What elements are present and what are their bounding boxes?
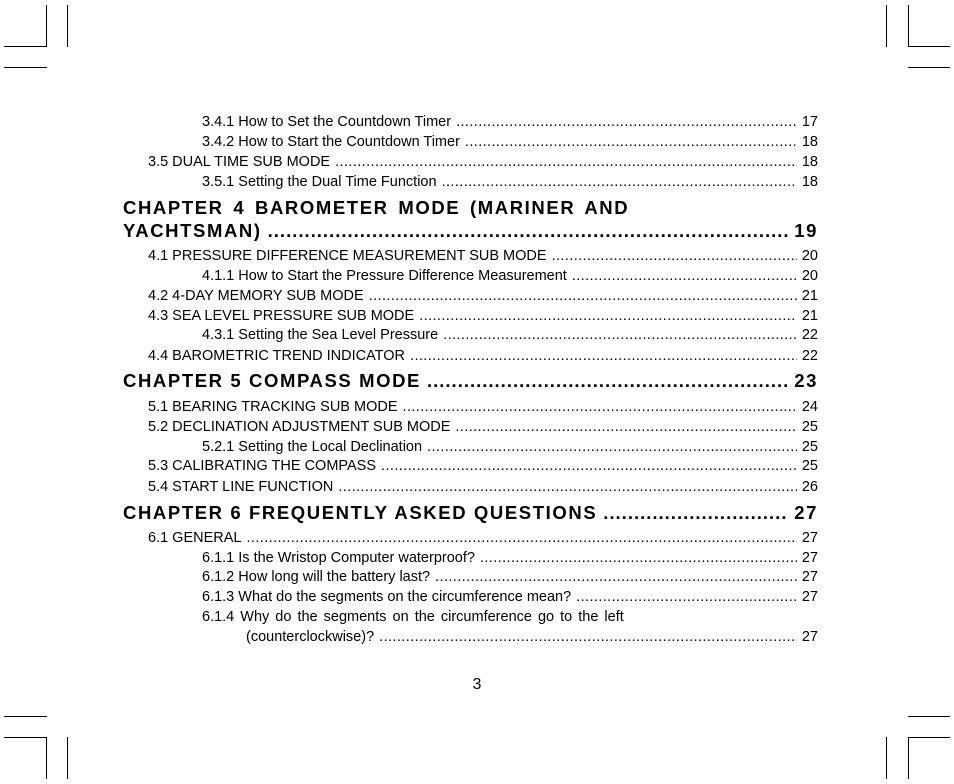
toc-leader: [480, 548, 797, 568]
toc-entry-page: 25: [801, 419, 818, 435]
chapter-heading[interactable]: [123, 196, 629, 220]
chapter-heading-label: CHAPTER 6 FREQUENTLY ASKED QUESTIONS: [123, 502, 598, 523]
toc-entry[interactable]: [202, 607, 818, 627]
toc-leader: [381, 456, 797, 476]
chapter-heading-page: 27: [794, 502, 818, 523]
toc-entry-page: 24: [801, 399, 818, 415]
toc-entry-label: 6.1.1 Is the Wristop Computer waterproof?: [202, 550, 475, 566]
chapter-heading-label: CHAPTER 5 COMPASS MODE: [123, 370, 421, 391]
toc-leader: [419, 306, 797, 326]
toc-entry-label: 5.3 CALIBRATING THE COMPASS: [148, 458, 377, 474]
toc-entry[interactable]: [202, 587, 818, 607]
toc-entry[interactable]: [202, 266, 818, 286]
chapter-heading[interactable]: [123, 501, 818, 525]
toc-entry-page: 18: [801, 134, 818, 150]
toc-entry-page: 27: [801, 629, 818, 645]
toc-leader: [427, 369, 788, 393]
toc-entry[interactable]: [148, 152, 818, 172]
toc-entry[interactable]: [148, 346, 818, 366]
toc-entry-page: 25: [801, 458, 818, 474]
toc-entry-page: 26: [801, 479, 818, 495]
toc-leader: [403, 397, 797, 417]
toc-entry-page: 27: [801, 550, 818, 566]
toc-leader: [442, 172, 797, 192]
chapter-heading-label: CHAPTER 4 BAROMETER MODE (MARINER AND: [123, 197, 630, 218]
toc-entry[interactable]: [202, 132, 818, 152]
toc-entry-label: 5.2.1 Setting the Local Declination: [202, 439, 423, 455]
chapter-heading-label: YACHTSMAN): [123, 220, 262, 241]
toc-entry[interactable]: [246, 627, 818, 647]
toc-entry-page: 27: [801, 569, 818, 585]
toc-entry[interactable]: [148, 477, 818, 497]
toc-entry-label: (counterclockwise)?: [246, 629, 375, 645]
toc-entry[interactable]: [202, 112, 818, 132]
toc-entry-label: 6.1.3 What do the segments on the circumference mean?: [202, 589, 572, 605]
toc-entry[interactable]: [148, 397, 818, 417]
toc-entry-label: 4.3.1 Setting the Sea Level Pressure: [202, 327, 439, 343]
toc-entry[interactable]: [202, 567, 818, 587]
toc-entry-label: 6.1.4 Why do the segments on the circumference go to the left: [202, 609, 624, 625]
chapter-heading-page: 19: [794, 220, 818, 241]
toc-entry-page: 21: [801, 288, 818, 304]
chapter-heading[interactable]: [123, 219, 818, 243]
toc-entry-label: 5.1 BEARING TRACKING SUB MODE: [148, 399, 398, 415]
toc-entry-label: 3.4.1 How to Set the Countdown Timer: [202, 114, 452, 130]
chapter-heading-page: 23: [794, 370, 818, 391]
toc-entry[interactable]: [148, 417, 818, 437]
toc-entry[interactable]: [202, 325, 818, 345]
toc-leader: [379, 627, 797, 647]
toc-leader: [435, 567, 797, 587]
toc-entry-page: 22: [801, 348, 818, 364]
toc-leader: [465, 132, 797, 152]
toc-leader: [552, 246, 797, 266]
toc-entry[interactable]: [148, 528, 818, 548]
toc-entry-page: 27: [801, 530, 818, 546]
toc-entry[interactable]: [202, 437, 818, 457]
toc-entry[interactable]: [148, 246, 818, 266]
toc-leader: [455, 417, 796, 437]
toc-entry-page: 17: [801, 114, 818, 130]
toc-entry-label: 4.1.1 How to Start the Pressure Difference Measurement: [202, 268, 567, 284]
toc-entry-page: 22: [801, 327, 818, 343]
toc-entry-label: 6.1.2 How long will the battery last?: [202, 569, 431, 585]
toc-entry-page: 25: [801, 439, 818, 455]
toc-entry-page: 18: [801, 154, 818, 170]
toc-entry[interactable]: [148, 456, 818, 476]
toc-leader: [572, 266, 797, 286]
toc-entry-label: 4.3 SEA LEVEL PRESSURE SUB MODE: [148, 308, 415, 324]
toc-entry-page: 20: [801, 248, 818, 264]
chapter-heading[interactable]: [123, 369, 818, 393]
toc-entry-label: 3.4.2 How to Start the Countdown Timer: [202, 134, 460, 150]
toc-leader: [410, 346, 797, 366]
toc-entry[interactable]: [202, 172, 818, 192]
toc-entry-page: 18: [801, 174, 818, 190]
toc-leader: [338, 477, 797, 497]
toc-entry[interactable]: [148, 286, 818, 306]
toc-leader: [268, 219, 789, 243]
toc-leader: [456, 112, 797, 132]
toc-entry-label: 6.1 GENERAL: [148, 530, 242, 546]
toc-entry-label: 5.4 START LINE FUNCTION: [148, 479, 334, 495]
toc-entry[interactable]: [148, 306, 818, 326]
toc-entry-page: 20: [801, 268, 818, 284]
toc-leader: [335, 152, 797, 172]
toc-leader: [369, 286, 797, 306]
toc-entry-label: 4.2 4-DAY MEMORY SUB MODE: [148, 288, 364, 304]
toc-entry[interactable]: [202, 548, 818, 568]
toc-leader: [603, 501, 788, 525]
toc-entry-label: 3.5 DUAL TIME SUB MODE: [148, 154, 331, 170]
toc-entry-label: 5.2 DECLINATION ADJUSTMENT SUB MODE: [148, 419, 451, 435]
toc-entry-page: 21: [801, 308, 818, 324]
toc-leader: [427, 437, 797, 457]
toc-leader: [443, 325, 797, 345]
toc-entry-label: 4.1 PRESSURE DIFFERENCE MEASUREMENT SUB MODE: [148, 248, 547, 264]
toc-entry-label: 3.5.1 Setting the Dual Time Function: [202, 174, 437, 190]
toc-leader: [576, 587, 797, 607]
toc-entry-page: 27: [801, 589, 818, 605]
toc-entry-label: 4.4 BAROMETRIC TREND INDICATOR: [148, 348, 406, 364]
page-number: 3: [472, 676, 482, 693]
toc-leader: [247, 528, 797, 548]
